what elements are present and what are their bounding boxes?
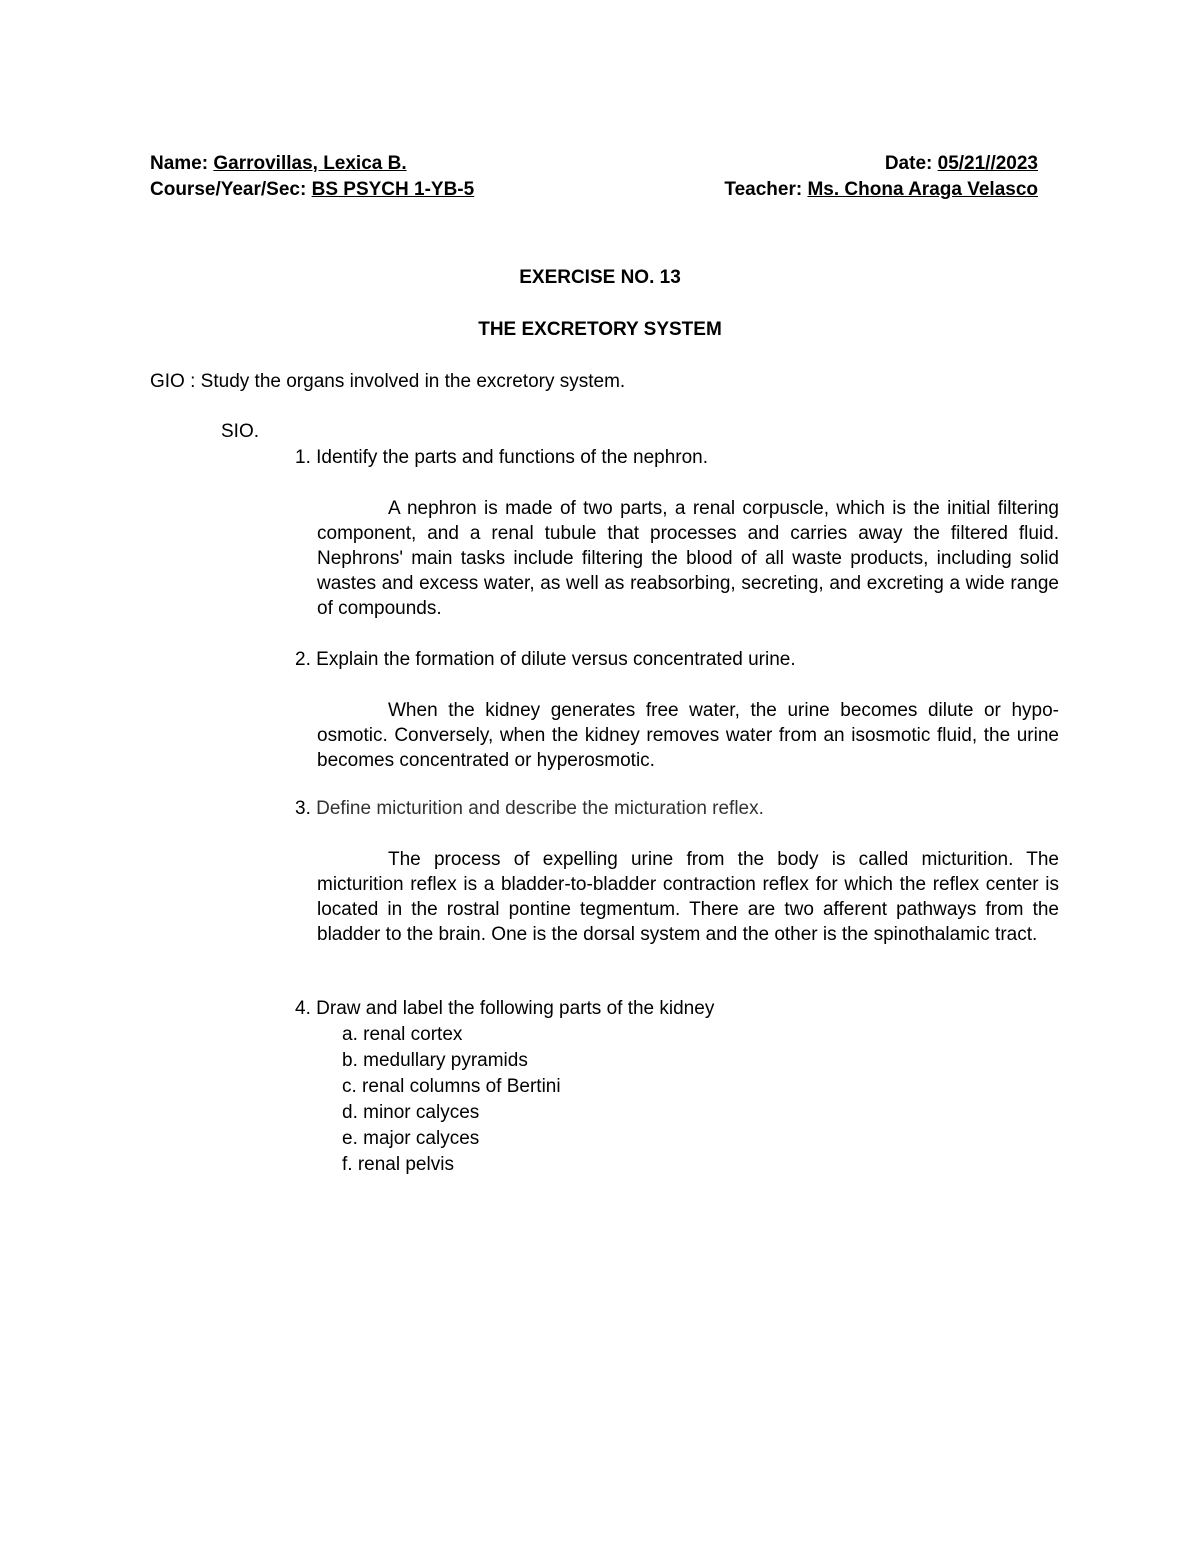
list-item: f. renal pelvis	[342, 1154, 454, 1175]
teacher-field	[724, 178, 1038, 202]
question-4	[295, 997, 714, 1021]
list-item: e. major calyces	[342, 1128, 480, 1149]
question-text: Draw and label the following parts of the kidney	[316, 998, 715, 1019]
system-title: THE EXCRETORY SYSTEM	[478, 319, 722, 340]
teacher-value: Ms. Chona Araga Velasco	[807, 179, 1038, 200]
question-text: Identify the parts and functions of the nephron.	[316, 447, 709, 468]
question-number: 2.	[295, 649, 311, 670]
list-item: b. medullary pyramids	[342, 1050, 528, 1071]
kidney-parts-list	[342, 1022, 561, 1178]
list-item: c. renal columns of Bertini	[342, 1076, 561, 1097]
question-text: Explain the formation of dilute versus concentrated urine.	[316, 649, 796, 670]
question-number: 1.	[295, 447, 311, 468]
course-field	[150, 178, 474, 202]
question-1	[295, 446, 708, 470]
question-2	[295, 648, 796, 672]
list-item: d. minor calyces	[342, 1102, 480, 1123]
date-label: Date:	[884, 153, 933, 174]
name-value: Garrovillas, Lexica B.	[213, 153, 407, 174]
header-row-name-date	[150, 152, 1038, 176]
question-3	[295, 797, 764, 821]
gio-statement: GIO : Study the organs involved in the excretory system.	[150, 371, 626, 392]
answer-2: When the kidney generates free water, the urine becomes dilute or hypo-osmotic. Conversely, when the kidney removes water from an isosmotic fluid, the urine becomes concentrated or hyperosmotic.	[317, 700, 1059, 771]
date-field	[885, 152, 1038, 176]
date-value: 05/21//2023	[937, 153, 1038, 174]
question-number: 4.	[295, 998, 311, 1019]
name-label: Name:	[150, 153, 209, 174]
exercise-title: EXERCISE NO. 13	[519, 267, 681, 288]
teacher-label: Teacher:	[724, 179, 803, 200]
question-text: Define micturition and describe the micturation reflex.	[316, 798, 764, 819]
header-row-course-teacher	[150, 178, 1038, 202]
answer-1: A nephron is made of two parts, a renal corpuscle, which is the initial filtering component, and a renal tubule that processes and carries away the filtered fluid. Nephrons' main tasks include filtering the blood of all waste products, including solid wastes and excess water, as well as reabsorbing, secreting, and excreting a wide range of compounds.	[317, 498, 1059, 619]
question-number: 3.	[295, 798, 311, 819]
course-label: Course/Year/Sec:	[150, 179, 307, 200]
answer-3: The process of expelling urine from the body is called micturition. The micturition reflex is a bladder-to-bladder contraction reflex for which the reflex center is located in the rostral pontine tegmentum. There are two afferent pathways from the bladder to the brain. One is the dorsal system and the other is the spinothalamic tract.	[317, 849, 1059, 945]
sio-label: SIO.	[221, 421, 260, 442]
name-field	[150, 152, 407, 176]
list-item: a. renal cortex	[342, 1024, 463, 1045]
course-value: BS PSYCH 1-YB-5	[311, 179, 475, 200]
